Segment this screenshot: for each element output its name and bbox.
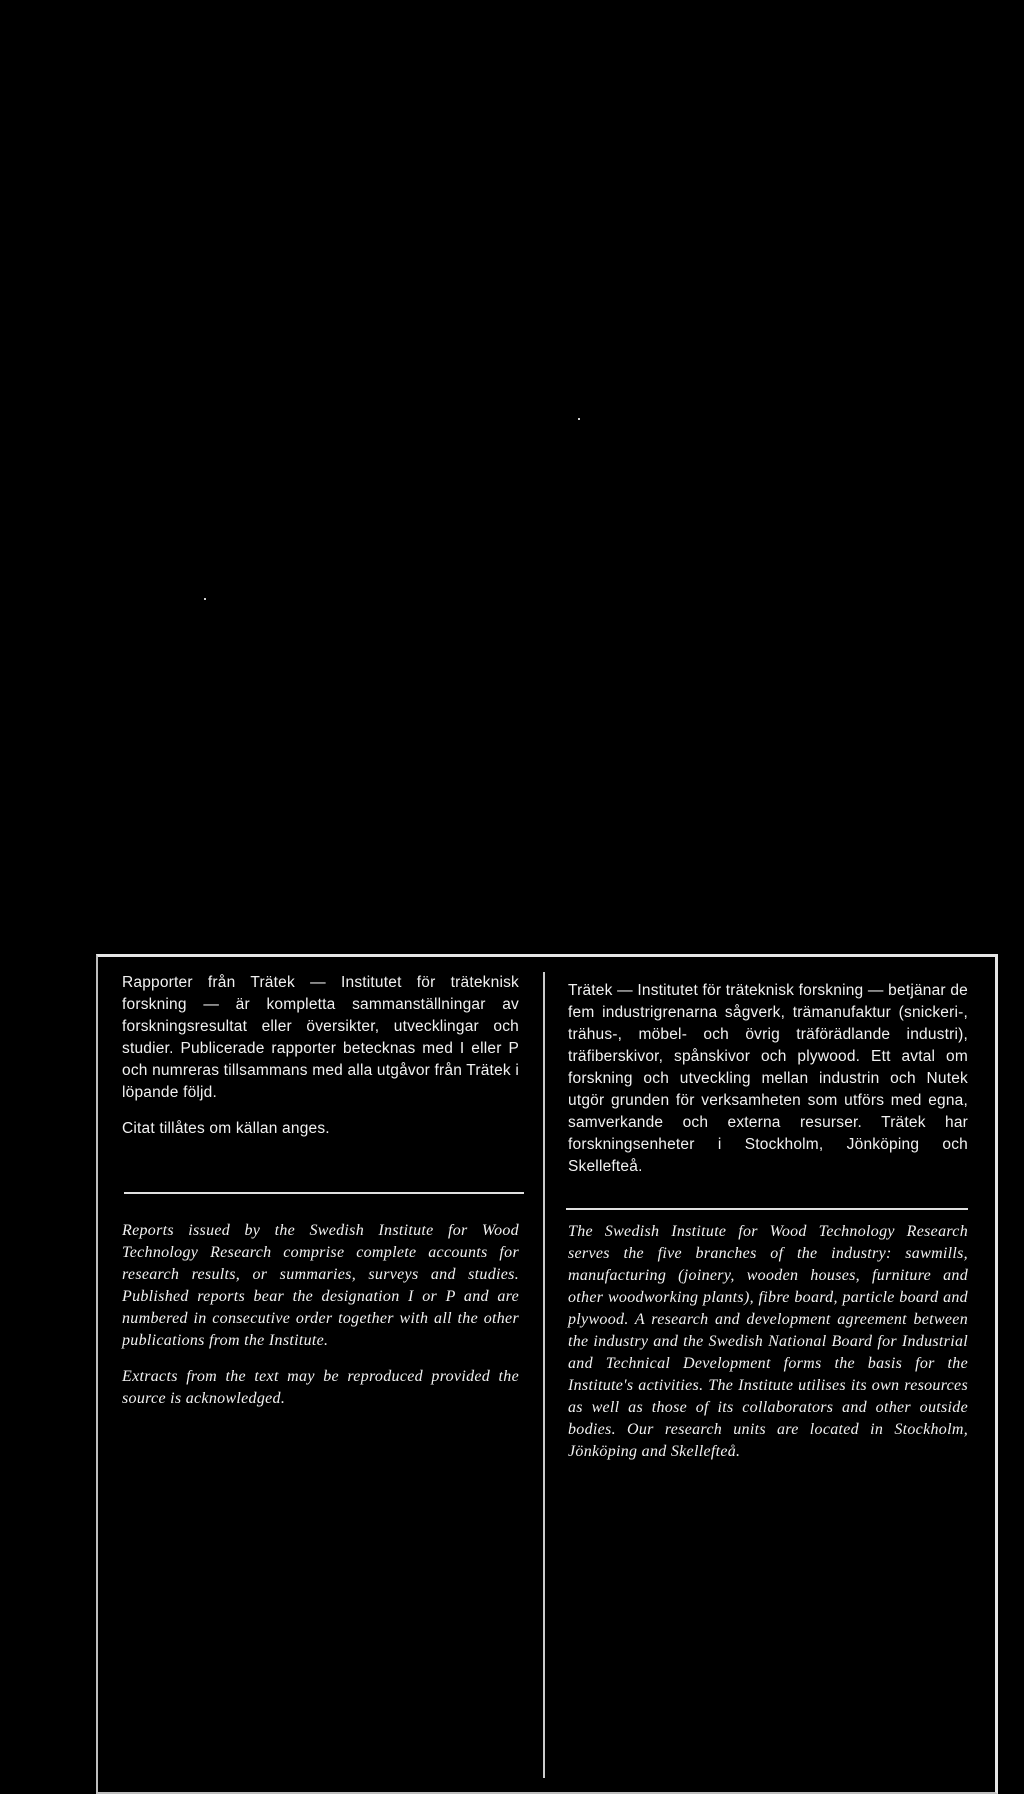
swedish-citation-note: Citat tillåtes om källan anges. (122, 1120, 330, 1137)
english-institute-description: The Swedish Institute for Wood Technology Research serves the five branches of the industry: sawmills, manufacturing (joinery, wooden houses, furniture and other woodworking plants), fibre board, particle board and plywood. A research and development agreement between the industry and the Swedish National Board for Industrial and Technical Development forms the basis for the Institute's activities. The Institute utilises its own resources as well as those of its collaborators and other outside bodies. Our research units are located in Stockholm, Jönköping and Skellefteå. (568, 1223, 968, 1460)
section-rule-right (566, 1208, 968, 1210)
scan-speck (578, 418, 580, 420)
english-report-description: Reports issued by the Swedish Institute for Wood Technology Research comprise complete accounts for research results, or summaries, surveys and studies. Published reports bear the designation I or P and are numbered in consecutive order together with all the other publications from the Institute. (122, 1222, 519, 1349)
english-citation-note: Extracts from the text may be reproduced provided the source is acknowledged. (122, 1368, 519, 1407)
swedish-institute-description: Trätek — Institutet för träteknisk forskning — betjänar de fem industrigrenarna sågverk, trämanufaktur (snickeri-, trähus-, möbel- och övrig träförädlande industri), träfiberskivor, spånskivor och plywood. Ett avtal om forskning och utveckling mellan industrin och Nutek utgör grunden för verksamheten som utförs med egna, samverkande och externa resurser. Trätek har forskningsenheter i Stockholm, Jönköping och Skellefteå. (568, 982, 968, 1175)
english-right-column (568, 1221, 968, 1463)
swedish-left-column (122, 972, 519, 1140)
swedish-report-description: Rapporter från Trätek — Institutet för träteknisk forskning — är kompletta sammanställningar av forskningsresultat eller översikter, utvecklingar och studier. Publicerade rapporter betecknas med I eller P och numreras tillsammans med alla utgåvor från Trätek i löpande följd. (122, 974, 519, 1101)
section-rule-left (124, 1192, 524, 1194)
scan-speck (204, 598, 206, 600)
english-left-column (122, 1220, 519, 1410)
column-divider (543, 972, 545, 1778)
swedish-right-column (568, 980, 968, 1178)
